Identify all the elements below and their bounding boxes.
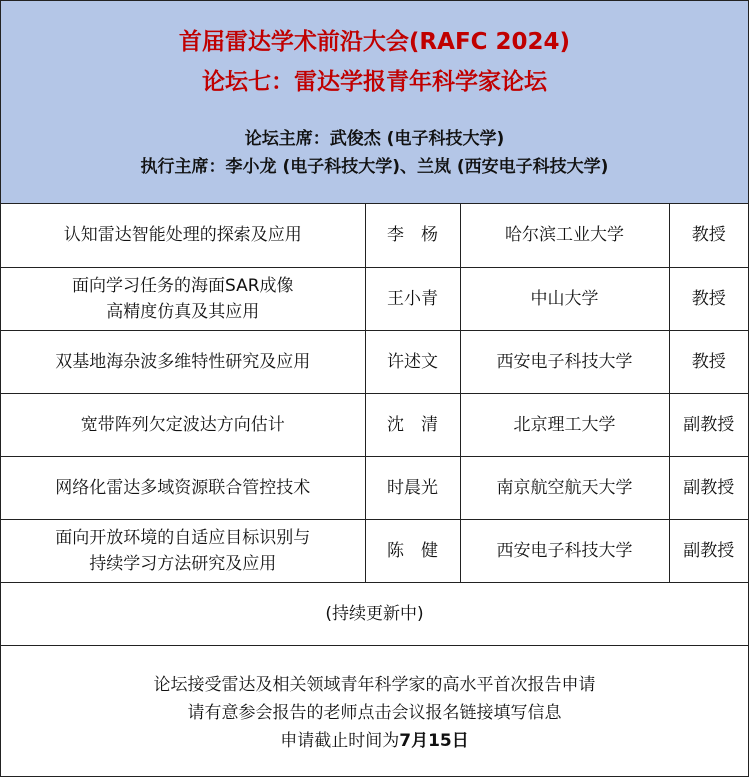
speaker-affiliation: 南京航空航天大学 <box>496 477 633 498</box>
speaker-title: 副教授 <box>683 540 735 561</box>
speaker-affiliation-cell <box>460 519 669 582</box>
talk-topic-cell <box>1 204 365 267</box>
speaker-name: 许述文 <box>387 351 438 372</box>
table-row <box>1 267 748 330</box>
speaker-name-cell <box>365 330 460 393</box>
table-row <box>1 393 748 456</box>
speaker-name: 陈 健 <box>387 540 438 561</box>
deadline-line <box>1 728 748 754</box>
speaker-name: 沈 清 <box>387 414 438 435</box>
speaker-name-cell <box>365 267 460 330</box>
speaker-title-cell <box>669 267 748 330</box>
forum-title: 论坛七：雷达学报青年科学家论坛 <box>202 69 547 95</box>
speaker-affiliation-cell <box>460 267 669 330</box>
speaker-title-cell <box>669 456 748 519</box>
speaker-name: 时晨光 <box>387 477 438 498</box>
talk-topic-cell <box>1 519 365 582</box>
updating-note: (持续更新中) <box>1 582 748 646</box>
poster-footer <box>1 646 748 776</box>
registration-instruction: 请有意参会报告的老师点击会议报名链接填写信息 <box>187 703 562 723</box>
speaker-name: 王小青 <box>387 288 438 309</box>
table-row <box>1 330 748 393</box>
speaker-name-cell <box>365 204 460 267</box>
table-row <box>1 204 748 267</box>
speaker-affiliation: 哈尔滨工业大学 <box>505 225 624 246</box>
speaker-affiliation-cell <box>460 330 669 393</box>
table-row <box>1 519 748 582</box>
talk-topic: 网络化雷达多域资源联合管控技术 <box>55 477 311 498</box>
speaker-title-cell <box>669 519 748 582</box>
talk-topic-cell <box>1 393 365 456</box>
speaker-name-cell <box>365 393 460 456</box>
talks-table <box>1 204 748 583</box>
speaker-name-cell <box>365 519 460 582</box>
speaker-name-cell <box>365 456 460 519</box>
speaker-title: 副教授 <box>683 414 735 435</box>
talk-topic: 面向学习任务的海面SAR成像 高精度仿真及其应用 <box>71 275 294 322</box>
speaker-affiliation: 西安电子科技大学 <box>496 540 633 561</box>
talk-topic-cell <box>1 330 365 393</box>
speaker-title: 副教授 <box>683 477 735 498</box>
speaker-affiliation-cell <box>460 456 669 519</box>
speaker-affiliation: 中山大学 <box>530 288 599 309</box>
speaker-title-cell <box>669 204 748 267</box>
forum-chair: 论坛主席：武俊杰 (电子科技大学) <box>244 129 505 149</box>
deadline-prefix: 申请截止时间为 <box>280 731 400 751</box>
speaker-title: 教授 <box>691 351 726 372</box>
deadline-date: 7月15日 <box>399 731 469 751</box>
talks-table-body <box>1 204 748 582</box>
talk-topic: 双基地海杂波多维特性研究及应用 <box>55 351 311 372</box>
speaker-affiliation: 北京理工大学 <box>513 414 616 435</box>
call-for-talks: 论坛接受雷达及相关领域青年科学家的高水平首次报告申请 <box>153 675 596 695</box>
poster-header <box>1 1 748 204</box>
conference-title: 首届雷达学术前沿大会(RAFC 2024) <box>178 29 571 55</box>
speaker-affiliation: 西安电子科技大学 <box>496 351 633 372</box>
speaker-affiliation-cell <box>460 393 669 456</box>
talk-topic: 宽带阵列欠定波达方向估计 <box>80 414 285 435</box>
talk-topic: 认知雷达智能处理的探索及应用 <box>63 225 302 246</box>
speaker-title-cell <box>669 393 748 456</box>
talk-topic-cell <box>1 267 365 330</box>
table-row <box>1 456 748 519</box>
speaker-name: 李 杨 <box>387 225 438 246</box>
talk-topic: 面向开放环境的自适应目标识别与 持续学习方法研究及应用 <box>55 527 311 574</box>
speaker-title-cell <box>669 330 748 393</box>
executive-chairs: 执行主席：李小龙 (电子科技大学)、兰岚 (西安电子科技大学) <box>140 157 609 177</box>
talk-topic-cell <box>1 456 365 519</box>
speaker-title: 教授 <box>691 225 726 246</box>
speaker-title: 教授 <box>691 288 726 309</box>
speaker-affiliation-cell <box>460 204 669 267</box>
